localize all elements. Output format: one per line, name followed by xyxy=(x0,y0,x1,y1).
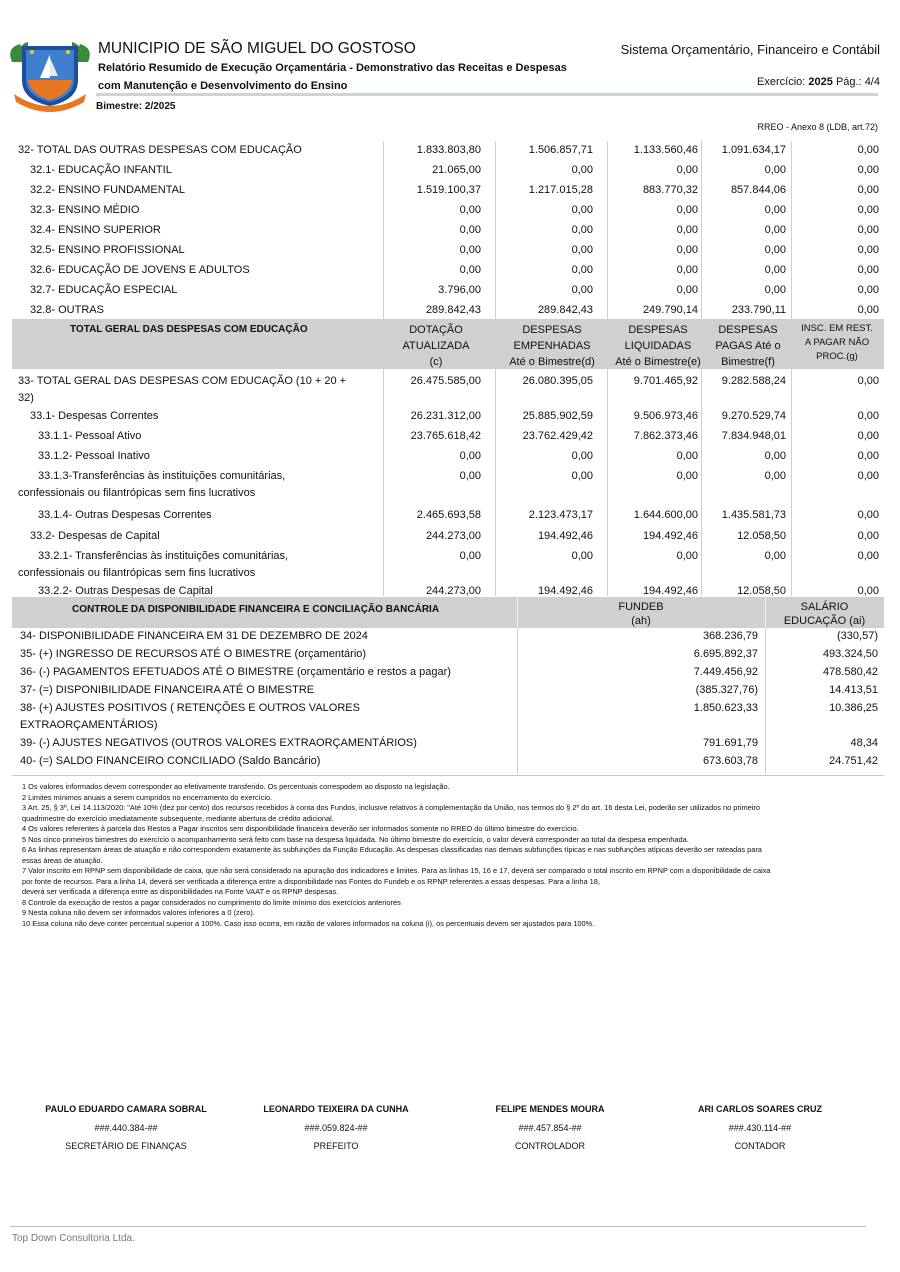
row-value: 194.492,46 xyxy=(642,585,698,597)
salario-value: 14.413,51 xyxy=(829,684,878,696)
row-value: 0,00 xyxy=(676,204,698,216)
row-value: 0,00 xyxy=(571,284,593,296)
row-label: 33.2.1- Transferências às instituições comunitárias, xyxy=(38,550,289,562)
row-label-continued: confessionais ou filantrópicas sem fins lucrativos xyxy=(18,487,256,499)
signer-role: PREFEITO xyxy=(313,1141,359,1151)
row-label: 32.3- ENSINO MÉDIO xyxy=(30,204,140,216)
row-label-continued: confessionais ou filantrópicas sem fins lucrativos xyxy=(18,567,256,579)
footnote-line: deverá ser verificada a diferença entre as disponibilidades na Fonte VAAT e os RPNP despesas. xyxy=(22,887,339,896)
signer-document: ###.430.114-## xyxy=(728,1123,792,1133)
row-value: 194.492,46 xyxy=(642,530,698,542)
row-value: 194.492,46 xyxy=(537,530,593,542)
row-value: 23.765.618,42 xyxy=(410,430,481,442)
row-label: 32.6- EDUCAÇÃO DE JOVENS E ADULTOS xyxy=(30,264,250,276)
row-value: 0,00 xyxy=(459,450,481,462)
footnote-line: 9 Nesta coluna não devem ser informados valores inferiores a 0 (zero). xyxy=(22,908,255,917)
salario-educacao-column-header: SALÁRIO EDUCAÇÃO (ai) xyxy=(783,601,866,627)
row-value: 0,00 xyxy=(676,224,698,236)
footnote-line: quadrimestre do exercício imediatamente subsequente, mediante abertura de crédito adicional. xyxy=(22,813,334,823)
row-value: 0,00 xyxy=(857,164,879,176)
signatures xyxy=(0,1104,900,1164)
row-value: 0,00 xyxy=(857,304,879,316)
column-header-line: Até o Bimestre(e) xyxy=(615,356,701,368)
row-label: 32.5- ENSINO PROFISSIONAL xyxy=(30,244,185,256)
column-header-line: Bimestre(f) xyxy=(721,356,775,368)
footnote-line: 6 As linhas representam áreas de atuação e não correspondem exatamente às subfunções da Função Educação. As despesas classificadas nas demais subfunções típicas e nas subfunções atípicas deverão ser rateadas para xyxy=(22,845,762,854)
row-value: 0,00 xyxy=(571,204,593,216)
row-label: 33.2.2- Outras Despesas de Capital xyxy=(38,585,213,597)
fundeb-value: 368.236,79 xyxy=(702,630,758,642)
salario-value: 478.580,42 xyxy=(822,666,878,678)
column-header-line: EMPENHADAS xyxy=(513,340,591,352)
row-value: 1.644.600,00 xyxy=(633,509,698,521)
row-value: 0,00 xyxy=(571,550,593,562)
row-value: 0,00 xyxy=(857,430,879,442)
control-table xyxy=(18,628,882,774)
header-rule xyxy=(96,93,878,96)
row-value: 0,00 xyxy=(764,450,786,462)
row-value: 0,00 xyxy=(764,264,786,276)
row-value: 26.080.395,05 xyxy=(522,375,593,387)
row-value: 0,00 xyxy=(676,550,698,562)
signature-block xyxy=(226,1104,446,1151)
control-row-label-continued: EXTRAORÇAMENTÁRIOS) xyxy=(20,719,158,731)
control-row-label: 39- (-) AJUSTES NEGATIVOS (OUTROS VALORES EXTRAORÇAMENTÁRIOS) xyxy=(20,737,417,749)
row-value: 12.058,50 xyxy=(737,585,786,597)
row-value: 244.273,00 xyxy=(425,585,481,597)
report-title-line2: com Manutenção e Desenvolvimento do Ensino xyxy=(98,80,348,92)
column-header-line: DOTAÇÃO xyxy=(409,324,463,336)
fundeb-value: 791.691,79 xyxy=(702,737,758,749)
column-header-line: INSC. EM REST. xyxy=(801,323,873,334)
control-row-label: 35- (+) INGRESSO DE RECURSOS ATÉ O BIMESTRE (orçamentário) xyxy=(20,648,367,660)
row-label: 33.1.1- Pessoal Ativo xyxy=(38,430,142,442)
column-header xyxy=(498,322,606,370)
row-value: 26.231.312,00 xyxy=(410,410,481,422)
footnote-line: 8 Controle da execução de restos a pagar considerados no cumprimento do limite mínimo dos exercícios anteriores xyxy=(22,897,401,907)
row-value: 0,00 xyxy=(857,264,879,276)
row-value: 1.519.100,37 xyxy=(416,184,481,196)
table-bottom-rule xyxy=(12,775,884,776)
row-value: 7.862.373,46 xyxy=(633,430,698,442)
row-value: 0,00 xyxy=(764,164,786,176)
total-expenses-title: TOTAL GERAL DAS DESPESAS COM EDUCAÇÃO xyxy=(70,324,308,335)
signer-name: PAULO EDUARDO CAMARA SOBRAL xyxy=(45,1104,207,1114)
row-value: 9.506.973,46 xyxy=(633,410,698,422)
row-value: 0,00 xyxy=(857,585,879,597)
row-value: 0,00 xyxy=(857,244,879,256)
control-title: CONTROLE DA DISPONIBILIDADE FINANCEIRA E CONCILIAÇÃO BANCÁRIA xyxy=(72,604,440,615)
column-header-line: ATUALIZADA xyxy=(402,340,470,352)
row-value: 0,00 xyxy=(676,164,698,176)
page-indicator: Pág.: 4/4 xyxy=(835,76,880,88)
column-header-line: LIQUIDADAS xyxy=(624,340,692,352)
row-value: 0,00 xyxy=(857,450,879,462)
signer-document: ###.457.854-## xyxy=(518,1123,582,1133)
bimester-label: Bimestre: 2/2025 xyxy=(96,101,176,112)
row-value: 9.701.465,92 xyxy=(633,375,698,387)
footnote-line: 10 Essa coluna não deve conter percentual superior a 100%. Caso isso ocorra, em razão de valores informados na coluna (i), os percentuais devem ser ajustados para 100%. xyxy=(22,918,595,928)
row-label: 32- TOTAL DAS OUTRAS DESPESAS COM EDUCAÇÃO xyxy=(18,144,302,156)
row-value: 1.506.857,71 xyxy=(528,144,593,156)
control-row-label: 40- (=) SALDO FINANCEIRO CONCILIADO (Saldo Bancário) xyxy=(20,755,321,767)
footnote-line: essas áreas de atuação. xyxy=(22,855,103,865)
row-value: 0,00 xyxy=(571,244,593,256)
row-label: 32.1- EDUCAÇÃO INFANTIL xyxy=(30,164,172,176)
row-value: 289.842,43 xyxy=(537,304,593,316)
signer-document: ###.059.824-## xyxy=(304,1123,368,1133)
row-value: 233.790,11 xyxy=(731,304,786,316)
total-expenses-header xyxy=(12,319,884,369)
footnote-line: 5 Nos cinco primeiros bimestres do exercício o acompanhamento será feito com base na despesa liquidada. No último bimestre do exercício, o valor deverá corresponder ao total da despesa empenhada. xyxy=(22,834,689,844)
signature-block xyxy=(650,1104,870,1151)
row-value: 0,00 xyxy=(459,244,481,256)
signer-role: SECRETÁRIO DE FINANÇAS xyxy=(65,1141,187,1151)
column-header-line: PAGAS Até o xyxy=(715,340,781,352)
exercise-year: 2025 xyxy=(808,76,833,88)
row-value: 3.796,00 xyxy=(438,284,481,296)
row-value: 0,00 xyxy=(459,224,481,236)
row-value: 1.091.634,17 xyxy=(721,144,786,156)
row-label: 32.7- EDUCAÇÃO ESPECIAL xyxy=(30,284,178,296)
signature-block xyxy=(16,1104,236,1151)
row-label: 33.2- Despesas de Capital xyxy=(30,530,160,542)
row-value: 0,00 xyxy=(459,550,481,562)
control-row-label: 36- (-) PAGAMENTOS EFETUADOS ATÉ O BIMESTRE (orçamentário e restos a pagar) xyxy=(20,666,451,678)
row-value: 0,00 xyxy=(459,264,481,276)
row-value: 0,00 xyxy=(857,375,879,387)
report-title-line1: Relatório Resumido de Execução Orçamentária - Demonstrativo das Receitas e Despesas xyxy=(98,62,567,74)
municipal-crest-logo xyxy=(6,32,94,112)
row-value: 2.123.473,17 xyxy=(528,509,593,521)
salario-value: (330,57) xyxy=(837,630,878,642)
row-value: 1.435.581,73 xyxy=(721,509,786,521)
fundeb-value: 673.603,78 xyxy=(702,755,758,767)
row-value: 0,00 xyxy=(676,244,698,256)
row-value: 0,00 xyxy=(676,284,698,296)
signer-name: LEONARDO TEIXEIRA DA CUNHA xyxy=(263,1104,409,1114)
footnote-line: 3 Art. 25, § 3º, Lei 14.113/2020: "Até 10% (dez por cento) dos recursos recebidos à conta dos Fundos, inclusive relativos à complementação da União, nos termos do § 2º do art. 16 desta Lei, poderão ser utilizados no primeiro xyxy=(22,803,760,812)
fundeb-value: (385.327,76) xyxy=(695,684,758,696)
column-header-line: Até o Bimestre(d) xyxy=(509,356,595,368)
column-header-line: (c) xyxy=(429,356,443,368)
footnote-line: 7 Valor inscrito em RPNP sem disponibilidade de caixa, que não será considerado na apuração dos indicadores e limites. Para as linhas 15, 16 e 17, deverá ser comparado o total inscrito em RPNP com a disponibilidade de caixa xyxy=(22,866,771,875)
footnotes xyxy=(22,782,882,929)
column-header xyxy=(792,322,882,364)
row-value: 0,00 xyxy=(571,224,593,236)
fundeb-value: 7.449.456,92 xyxy=(693,666,758,678)
row-label: 33.1- Despesas Correntes xyxy=(30,410,159,422)
row-value: 0,00 xyxy=(857,144,879,156)
fundeb-value: 6.695.892,37 xyxy=(693,648,758,660)
row-label: 32.4- ENSINO SUPERIOR xyxy=(30,224,161,236)
row-value: 0,00 xyxy=(857,550,879,562)
row-value: 0,00 xyxy=(857,184,879,196)
row-value: 0,00 xyxy=(764,284,786,296)
row-value: 1.833.803,80 xyxy=(416,144,481,156)
row-value: 9.282.588,24 xyxy=(721,375,786,387)
row-value: 1.217.015,28 xyxy=(528,184,593,196)
column-header-line: PROC.(g) xyxy=(816,351,858,362)
column-header-line: DESPESAS xyxy=(718,324,778,336)
column-header xyxy=(389,322,483,370)
row-value: 289.842,43 xyxy=(425,304,481,316)
control-header xyxy=(12,597,884,628)
footnote-line: 4 Os valores referentes à parcela dos Restos a Pagar inscritos sem disponibilidade financeira deverão ser informados somente no RREO do último bimestre do exercício. xyxy=(22,824,579,833)
footnote-line: por fonte de recursos. Para a linha 14, deverá ser verificada a diferença entre a disponibilidade nas Fontes do Fundeb e os RPNP referentes a essas despesas. Para a linha 18, xyxy=(22,876,600,886)
row-value: 9.270.529,74 xyxy=(721,410,786,422)
annex-label: RREO - Anexo 8 (LDB, art.72) xyxy=(757,122,878,132)
row-value: 0,00 xyxy=(571,470,593,482)
municipality-title: MUNICIPIO DE SÃO MIGUEL DO GOSTOSO xyxy=(98,40,416,57)
row-value: 0,00 xyxy=(764,470,786,482)
row-value: 0,00 xyxy=(571,450,593,462)
row-value: 0,00 xyxy=(459,470,481,482)
row-value: 2.465.693,58 xyxy=(416,509,481,521)
column-header-line: A PAGAR NÃO xyxy=(804,337,870,348)
row-label-continued: 32) xyxy=(18,392,34,404)
row-value: 0,00 xyxy=(676,264,698,276)
row-value: 0,00 xyxy=(571,264,593,276)
row-value: 0,00 xyxy=(857,224,879,236)
row-value: 0,00 xyxy=(676,470,698,482)
salario-value: 10.386,25 xyxy=(829,702,878,714)
row-value: 0,00 xyxy=(857,204,879,216)
column-header-line: DESPESAS xyxy=(522,324,582,336)
row-value: 857.844,06 xyxy=(730,184,786,196)
fundeb-column-header: FUNDEB (ah) xyxy=(618,601,664,627)
row-value: 26.475.585,00 xyxy=(410,375,481,387)
salario-value: 24.751,42 xyxy=(829,755,878,767)
section-33-table xyxy=(18,369,882,596)
signer-role: CONTROLADOR xyxy=(514,1141,585,1151)
row-value: 0,00 xyxy=(857,470,879,482)
row-label: 33- TOTAL GERAL DAS DESPESAS COM EDUCAÇÃO (10 + 20 + xyxy=(18,375,347,387)
row-value: 0,00 xyxy=(857,530,879,542)
section-32-table xyxy=(18,141,882,319)
row-value: 0,00 xyxy=(764,204,786,216)
footer-company: Top Down Consultoria Ltda. xyxy=(12,1233,135,1244)
row-value: 883.770,32 xyxy=(642,184,698,196)
footer-rule xyxy=(10,1226,866,1227)
column-header xyxy=(707,322,789,370)
exercise-label: Exercício: xyxy=(757,76,806,88)
row-value: 0,00 xyxy=(764,550,786,562)
row-label: 32.2- ENSINO FUNDAMENTAL xyxy=(30,184,186,196)
footnote-line: 1 Os valores informados devem corresponder ao efetivamente transferido. Os percentuais correspodem ao disposto na legislação. xyxy=(22,782,450,791)
row-value: 0,00 xyxy=(764,244,786,256)
exercise-info xyxy=(757,76,880,88)
row-value: 0,00 xyxy=(857,284,879,296)
salario-value: 48,34 xyxy=(850,737,878,749)
column-header xyxy=(608,322,708,370)
signer-document: ###.440.384-## xyxy=(94,1123,158,1133)
row-label: 32.8- OUTRAS xyxy=(30,304,104,316)
signer-role: CONTADOR xyxy=(734,1141,786,1151)
row-value: 7.834.948,01 xyxy=(721,430,786,442)
signer-name: FELIPE MENDES MOURA xyxy=(495,1104,605,1114)
row-value: 0,00 xyxy=(459,204,481,216)
row-label: 33.1.2- Pessoal Inativo xyxy=(38,450,150,462)
row-value: 194.492,46 xyxy=(537,585,593,597)
salario-value: 493.324,50 xyxy=(822,648,878,660)
signer-name: ARI CARLOS SOARES CRUZ xyxy=(697,1104,822,1114)
footnote-line: 2 Limites mínimos anuais a serem cumpridos no encerramento do exercício. xyxy=(22,792,273,802)
signature-block xyxy=(440,1104,660,1151)
row-value: 249.790,14 xyxy=(642,304,698,316)
column-header-line: DESPESAS xyxy=(628,324,688,336)
control-row-label: 38- (+) AJUSTES POSITIVOS ( RETENÇÕES E OUTROS VALORES xyxy=(20,702,360,714)
row-value: 0,00 xyxy=(571,164,593,176)
row-label: 33.1.3-Transferências às instituições comunitárias, xyxy=(38,470,286,482)
row-value: 0,00 xyxy=(857,410,879,422)
system-title: Sistema Orçamentário, Financeiro e Contábil xyxy=(620,42,880,57)
row-value: 0,00 xyxy=(764,224,786,236)
row-value: 12.058,50 xyxy=(737,530,786,542)
row-value: 0,00 xyxy=(676,450,698,462)
row-value: 21.065,00 xyxy=(432,164,481,176)
row-value: 244.273,00 xyxy=(425,530,481,542)
row-value: 0,00 xyxy=(857,509,879,521)
control-row-label: 37- (=) DISPONIBILIDADE FINANCEIRA ATÉ O BIMESTRE xyxy=(20,684,315,696)
control-row-label: 34- DISPONIBILIDADE FINANCEIRA EM 31 DE DEZEMBRO DE 2024 xyxy=(20,630,368,642)
row-value: 23.762.429,42 xyxy=(522,430,593,442)
row-value: 1.133.560,46 xyxy=(633,144,698,156)
row-value: 25.885.902,59 xyxy=(522,410,593,422)
fundeb-value: 1.850.623,33 xyxy=(693,702,758,714)
row-label: 33.1.4- Outras Despesas Correntes xyxy=(38,509,212,521)
